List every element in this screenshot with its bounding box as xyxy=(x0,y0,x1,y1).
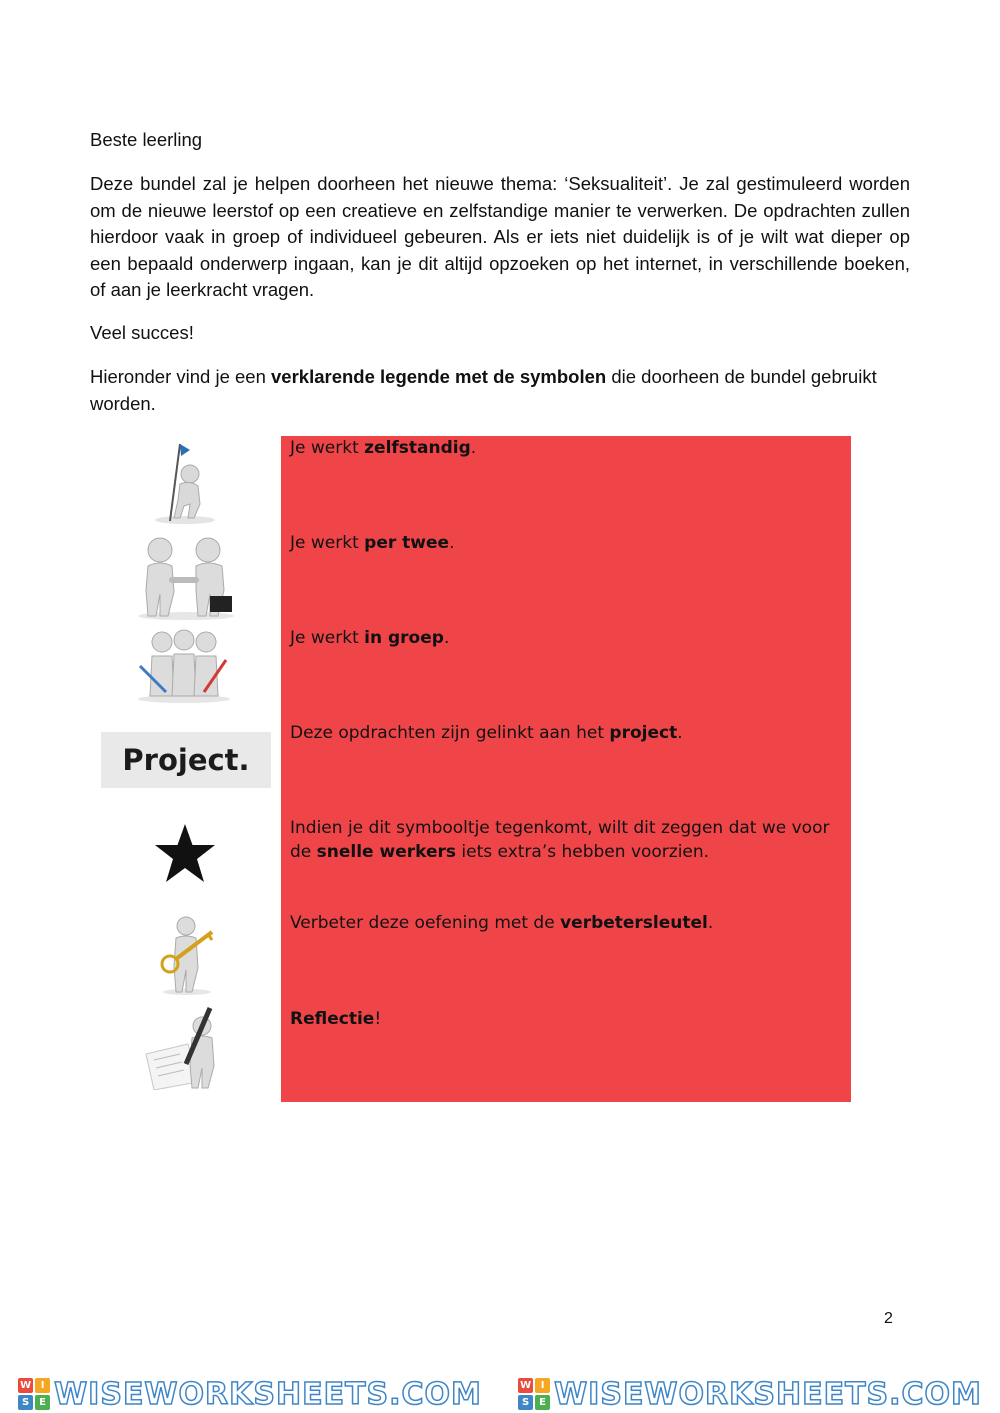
pen-person-icon xyxy=(140,1004,230,1090)
legend-text-per-twee: Je werkt per twee. xyxy=(290,533,455,553)
brand-logo-icon: W I S E xyxy=(18,1378,50,1410)
wish-text: Veel succes! xyxy=(90,322,194,343)
greeting: Beste leerling xyxy=(90,129,203,150)
legend-intro: Hieronder vind je een verklarende legende met de symbolen die doorheen de bundel gebruikt worden. xyxy=(90,366,877,414)
legend-text-project: Deze opdrachten zijn gelinkt aan het project. xyxy=(290,723,683,743)
legend-text-snelle-werkers: Indien je dit symbooltje tegenkomt, wilt dit zeggen dat we voor de snelle werkers iets extra’s hebben voorzien. xyxy=(290,818,830,862)
footer-brand-left xyxy=(18,1377,482,1412)
person-with-flag-icon xyxy=(140,436,230,526)
project-label-text: Project. xyxy=(122,743,250,777)
intro-paragraph: Deze bundel zal je helpen doorheen het nieuwe thema: ‘Seksualiteit’. Je zal gestimuleerd worden om de nieuwe leerstof op een creatieve en zelfstandige manier te verwerken. De opdrachten zullen hierdoor vaak in groep of individueel gebeuren. Als er iets niet duidelijk is of je wilt wat dieper op een bepaald onderwerp ingaan, kan je dit altijd opzoeken op het internet, in verschillende boeken, of aan je leerkracht vragen. xyxy=(90,173,910,300)
footer-watermark xyxy=(0,1375,1000,1413)
star-icon xyxy=(152,822,218,884)
legend-text-reflectie: Reflectie! xyxy=(290,1009,382,1029)
key-person-icon xyxy=(150,912,225,997)
group-icon xyxy=(130,626,238,704)
footer-brand-text: WISEWORKSHEETS.COM xyxy=(554,1376,982,1412)
footer-brand-text: WISEWORKSHEETS.COM xyxy=(54,1376,482,1412)
handshake-icon xyxy=(132,530,240,622)
brand-logo-icon: W I S E xyxy=(518,1378,550,1410)
project-label xyxy=(101,732,271,788)
legend-text-in-groep: Je werkt in groep. xyxy=(290,628,450,648)
footer-brand-right xyxy=(518,1377,982,1412)
page-number: 2 xyxy=(884,1310,893,1327)
legend-text-verbetersleutel: Verbeter deze oefening met de verbetersleutel. xyxy=(290,913,714,933)
legend-text-zelfstandig: Je werkt zelfstandig. xyxy=(290,438,477,458)
